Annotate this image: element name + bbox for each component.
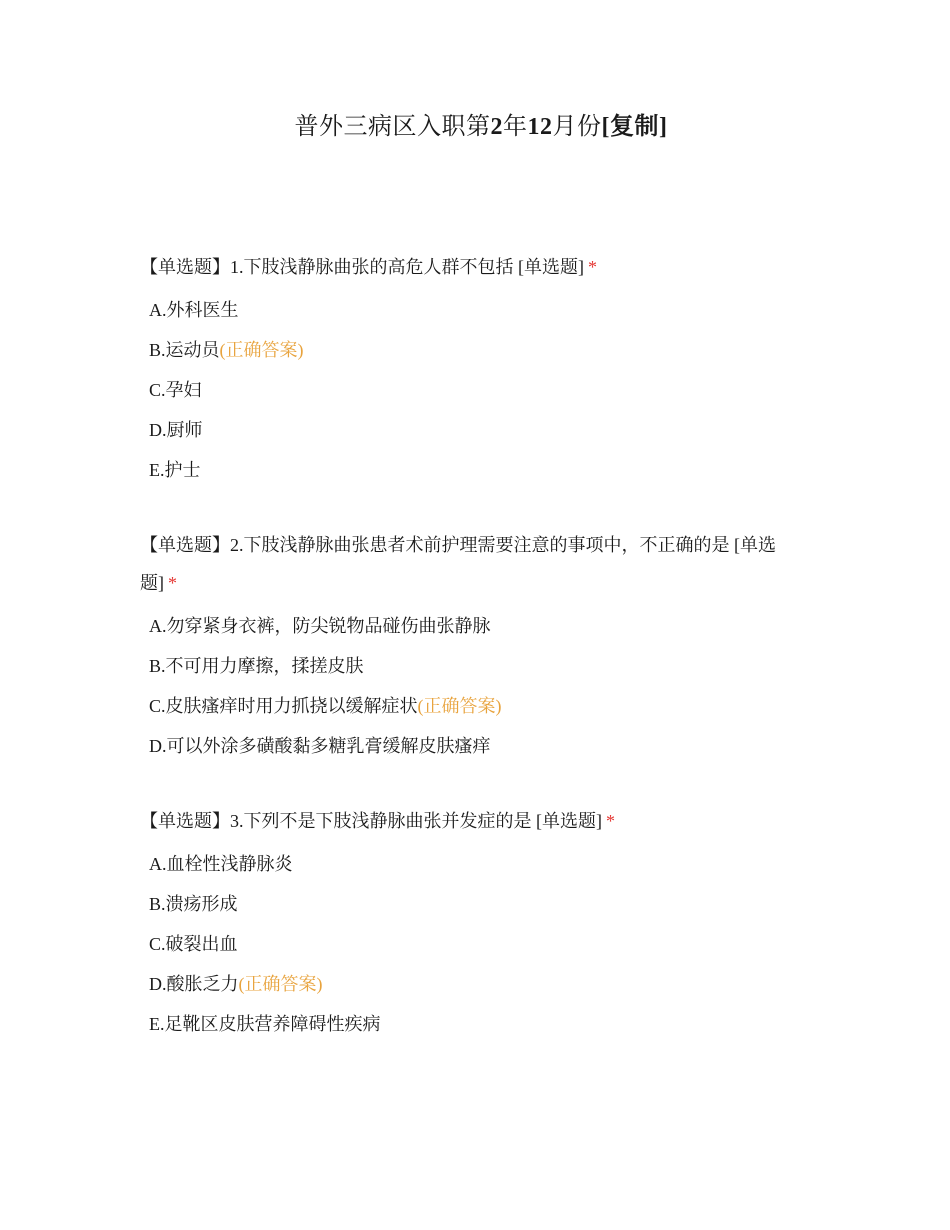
option-text: A.血栓性浅静脉炎 [149, 854, 293, 874]
question-2 [140, 526, 810, 766]
option-text: E.足靴区皮肤营养障碍性疾病 [149, 1014, 381, 1034]
option-text: C.孕妇 [149, 380, 202, 400]
question-stem-text: 【单选题】3.下列不是下肢浅静脉曲张并发症的是 [单选题] [140, 811, 602, 831]
correct-answer-label: (正确答案) [238, 974, 323, 994]
option-text: B.运动员 [149, 340, 220, 360]
option-text: E.护士 [149, 460, 201, 480]
question-stem [140, 248, 810, 286]
correct-answer-label: (正确答案) [219, 340, 304, 360]
title-month: 12 [527, 114, 553, 140]
question-1-option-1[interactable] [140, 290, 810, 330]
question-3-option-1[interactable] [140, 844, 810, 884]
question-list [140, 248, 810, 1080]
title-prefix: 普外三病区入职第 [294, 114, 491, 140]
question-3 [140, 802, 810, 1044]
title-tag: [复制] [601, 114, 668, 140]
question-1-option-3[interactable] [140, 370, 810, 410]
title-mid: 年 [503, 114, 528, 140]
question-2-option-3[interactable] [140, 686, 810, 726]
question-2-option-2[interactable] [140, 646, 810, 686]
required-asterisk: * [588, 257, 597, 277]
question-stem-text: 【单选题】2.下肢浅静脉曲张患者术前护理需要注意的事项中，不正确的是 [单选题] [140, 535, 776, 593]
required-asterisk: * [168, 573, 177, 593]
question-1 [140, 248, 810, 490]
question-3-option-2[interactable] [140, 884, 810, 924]
question-2-option-4[interactable] [140, 726, 810, 766]
option-text: C.破裂出血 [149, 934, 238, 954]
question-stem [140, 802, 810, 840]
question-stem [140, 526, 810, 602]
option-text: A.勿穿紧身衣裤，防尖锐物品碰伤曲张静脉 [149, 616, 491, 636]
required-asterisk: * [606, 811, 615, 831]
page-title [0, 110, 950, 144]
title-suffix: 月份 [552, 114, 602, 140]
option-text: B.溃疡形成 [149, 894, 238, 914]
option-text: B.不可用力摩擦，揉搓皮肤 [149, 656, 364, 676]
title-year: 2 [490, 114, 503, 140]
question-1-option-4[interactable] [140, 410, 810, 450]
option-text: D.厨师 [149, 420, 203, 440]
question-3-option-5[interactable] [140, 1004, 810, 1044]
option-text: A.外科医生 [149, 300, 239, 320]
question-3-option-3[interactable] [140, 924, 810, 964]
option-list [140, 290, 810, 490]
question-stem-text: 【单选题】1.下肢浅静脉曲张的高危人群不包括 [单选题] [140, 257, 584, 277]
question-1-option-5[interactable] [140, 450, 810, 490]
question-1-option-2[interactable] [140, 330, 810, 370]
option-list [140, 606, 810, 766]
option-text: C.皮肤瘙痒时用力抓挠以缓解症状 [149, 696, 418, 716]
correct-answer-label: (正确答案) [417, 696, 502, 716]
question-2-option-1[interactable] [140, 606, 810, 646]
option-text: D.酸胀乏力 [149, 974, 239, 994]
question-3-option-4[interactable] [140, 964, 810, 1004]
option-list [140, 844, 810, 1044]
option-text: D.可以外涂多磺酸黏多糖乳膏缓解皮肤瘙痒 [149, 736, 491, 756]
